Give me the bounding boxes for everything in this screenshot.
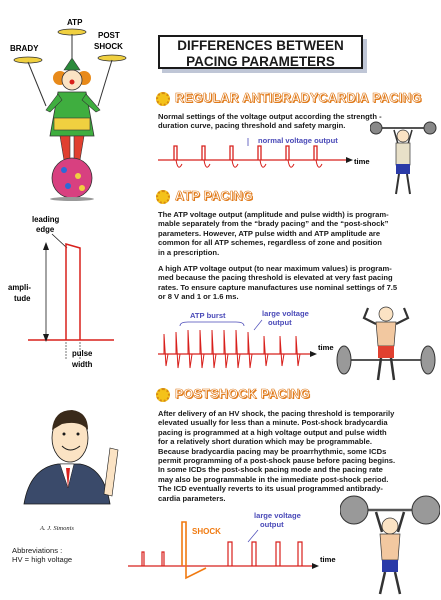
strongman-icon bbox=[334, 300, 439, 390]
postshock-heading: POSTSHOCK PACING bbox=[175, 387, 311, 401]
strongman-icon bbox=[370, 110, 440, 200]
title-line-1: DIFFERENCES BETWEEN bbox=[177, 38, 344, 53]
postshock-text bbox=[158, 409, 441, 503]
postshock-text-line-5: Because bradycardia pacing may be proarrhythmic, some ICDs bbox=[158, 446, 387, 456]
post-label: POST bbox=[98, 31, 120, 40]
amplitude-label-1: ampli- bbox=[8, 283, 31, 292]
atp-text1-line-5: in a prescription. bbox=[158, 247, 220, 257]
postshock-text-line-10: cardia parameters. bbox=[158, 493, 226, 503]
abbreviations-heading: Abbreviations : bbox=[12, 546, 63, 555]
atp-waveform bbox=[158, 306, 338, 378]
atp-text1-line-4: common for all ATP schemes, regardless of zone and position bbox=[158, 238, 382, 248]
signature: A. J. Simonis bbox=[40, 525, 74, 532]
leading-label-1: leading bbox=[32, 215, 60, 224]
postshock-text-line-9: The ICD eventually reverts to its usual programmed antibrady- bbox=[158, 484, 383, 494]
brady-label: BRADY bbox=[10, 44, 39, 53]
regular-waveform bbox=[158, 134, 378, 182]
atp-heading: ATP PACING bbox=[175, 189, 254, 203]
atp-text1-line-3: parameters. However, ATP pulse width and ATP amplitude are bbox=[158, 228, 381, 238]
postshock-text-line-1: After delivery of an HV shock, the pacing threshold is temporarily bbox=[158, 409, 395, 418]
abbreviations-item: HV = high voltage bbox=[12, 555, 73, 564]
atp-text2-line-4: or 8 V and 1 or 1.6 ms. bbox=[158, 292, 239, 302]
atp-time-label: time bbox=[318, 343, 334, 352]
normal-output-label: normal voltage output bbox=[258, 136, 338, 145]
postshock-text-line-8: may also be programmable in the immediate post-shock period. bbox=[158, 474, 389, 484]
page-title bbox=[158, 35, 363, 69]
shock-label: SHOCK bbox=[94, 42, 123, 51]
regular-text-line-2: duration curve, pacing threshold and safety margin. bbox=[158, 121, 346, 131]
atp-output-label-1: large voltage bbox=[262, 309, 309, 318]
sun-icon bbox=[156, 92, 170, 106]
atp-text-1 bbox=[158, 210, 441, 257]
width-label-1: pulse bbox=[72, 349, 93, 358]
atp-output-label-2: output bbox=[268, 318, 292, 327]
clown-icon bbox=[8, 14, 138, 202]
abbreviations bbox=[12, 546, 72, 564]
width-label-2: width bbox=[72, 360, 93, 369]
postshock-text-line-3: pacing is programmed at a high voltage output and pulse width bbox=[158, 427, 387, 437]
postshock-text-line-4: for a relatively short duration which may be programmable. bbox=[158, 437, 372, 447]
atp-label: ATP bbox=[67, 18, 83, 27]
businessman-icon bbox=[14, 398, 134, 518]
postshock-text-line-7: In some ICDs the post-shock pacing mode and the pacing rate bbox=[158, 465, 383, 475]
title-line-2: PACING PARAMETERS bbox=[186, 54, 335, 69]
postshock-time-label: time bbox=[320, 555, 336, 564]
amplitude-label-2: tude bbox=[14, 294, 31, 303]
pulse-diagram bbox=[6, 210, 118, 370]
sun-icon bbox=[156, 388, 170, 402]
strongman-icon bbox=[340, 490, 440, 598]
atp-text-2 bbox=[158, 264, 441, 302]
regular-text-line-1: Normal settings of the voltage output according the strength - bbox=[158, 112, 382, 121]
atp-text1-line-1: The ATP voltage output (amplitude and pulse width) is program- bbox=[158, 210, 389, 219]
leading-label-2: edge bbox=[36, 225, 55, 234]
atp-text1-line-2: mable separately from the “brady pacing” and the “post-shock” bbox=[158, 219, 389, 229]
regular-heading: REGULAR ANTIBRADYCARDIA PACING bbox=[175, 91, 422, 105]
postshock-waveform bbox=[128, 508, 344, 596]
regular-time-label: time bbox=[354, 157, 370, 166]
postshock-text-line-2: elevated usually for less than a minute. Post-shock bradycardia bbox=[158, 418, 388, 428]
postshock-output-label-1: large voltage bbox=[254, 511, 301, 520]
sun-icon bbox=[156, 190, 170, 204]
atp-text2-line-2: med because the pacing threshold is elevated at very fast pacing bbox=[158, 273, 393, 283]
shock-waveform-label: SHOCK bbox=[192, 527, 221, 536]
atp-burst-label: ATP burst bbox=[190, 311, 226, 320]
postshock-output-label-2: output bbox=[260, 520, 284, 529]
atp-text2-line-3: rates. To ensure capture manufactures use nominal settings of 7.5 bbox=[158, 282, 398, 292]
postshock-text-line-6: permit programming of a post-shock pause before pacing begins. bbox=[158, 456, 396, 466]
atp-text2-line-1: A high ATP voltage output (to near maximum values) is program- bbox=[158, 264, 392, 273]
